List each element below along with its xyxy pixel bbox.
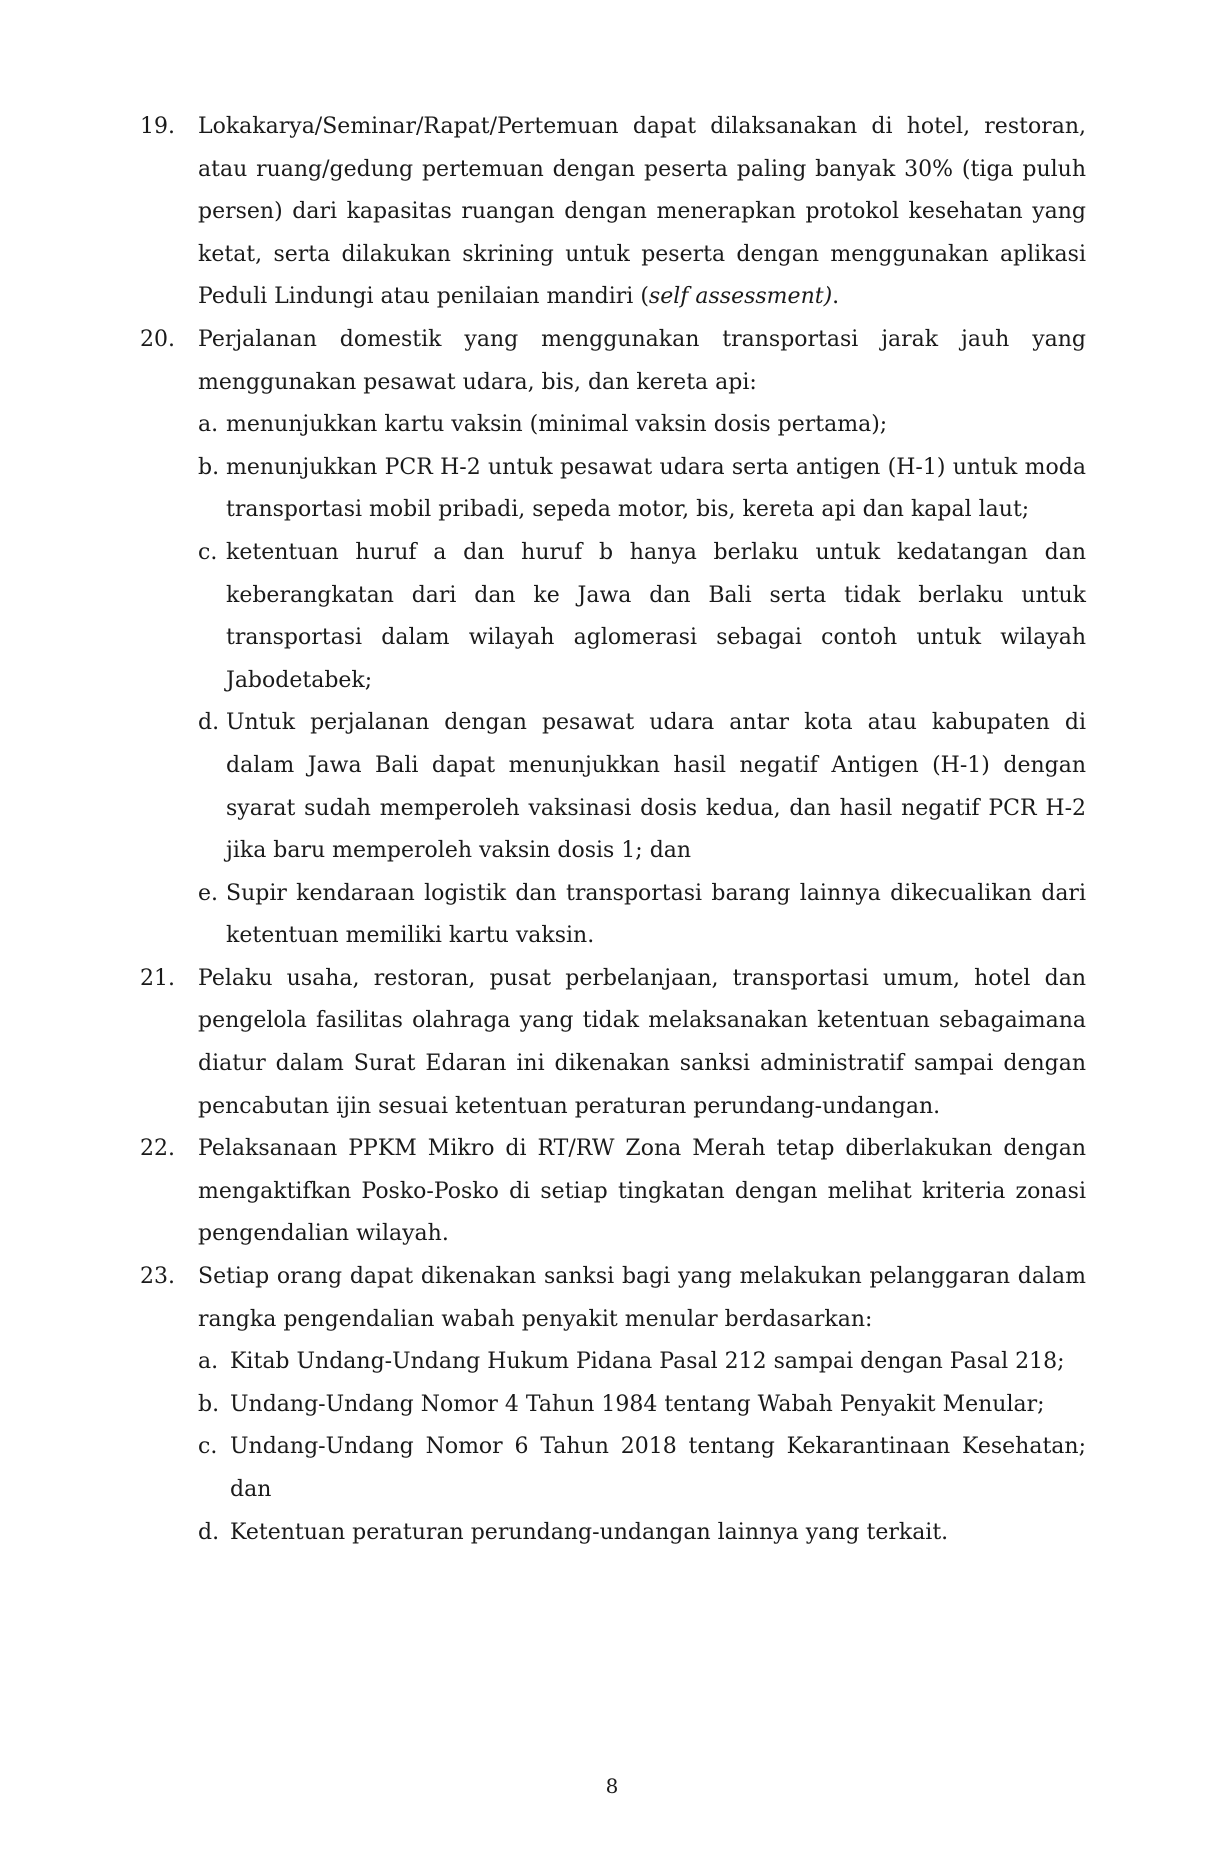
- item-number: 19.: [140, 114, 175, 139]
- list-item-20: [140, 319, 1086, 958]
- item-text-italic: self assessment): [648, 284, 833, 310]
- sub-item-letter: a.: [198, 1349, 219, 1375]
- sub-item-letter: c.: [198, 539, 218, 565]
- item-number: 22.: [140, 1136, 175, 1162]
- sub-item-text: Ketentuan peraturan perundang-undangan lainnya yang terkait.: [230, 1519, 949, 1545]
- sub-item-text: Untuk perjalanan dengan pesawat udara antar kota atau kabupaten di dalam Jawa Bali dapat menunjukkan hasil negatif Antigen (H-1) dengan syarat sudah memperoleh vaksinasi dosis kedua, dan hasil negatif PCR H-2 jika baru memperoleh vaksin dosis 1; dan: [226, 710, 1086, 864]
- sub-item-c: [198, 1426, 1086, 1511]
- item-text-main: Lokakarya/Seminar/Rapat/Pertemuan dapat dilaksanakan di hotel, restoran, atau ruang/gedung pertemuan dengan peserta paling banyak 30% (tiga puluh persen) dari kapasitas ruangan dengan menerapkan protokol kesehatan yang ketat, serta dilakukan skrining untuk peserta dengan menggunakan aplikasi Peduli Lindungi atau penilaian mandiri (: [198, 114, 1086, 310]
- item-number: 20.: [140, 326, 175, 352]
- list-item-19: [140, 106, 1086, 319]
- sub-item-b: [198, 1384, 1086, 1427]
- sub-item-d: [198, 702, 1086, 872]
- sub-item-text: ketentuan huruf a dan huruf b hanya berlaku untuk kedatangan dan keberangkatan dari dan ke Jawa dan Bali serta tidak berlaku untuk transportasi dalam wilayah aglomerasi sebagai contoh untuk wilayah Jabodetabek;: [226, 539, 1086, 693]
- sub-item-text: Undang-Undang Nomor 4 Tahun 1984 tentang Wabah Penyakit Menular;: [230, 1391, 1045, 1417]
- sub-item-letter: b.: [198, 454, 220, 480]
- sub-item-c: [198, 532, 1086, 702]
- item-text: Pelaksanaan PPKM Mikro di RT/RW Zona Merah tetap diberlakukan dengan mengaktifkan Posko-Posko di setiap tingkatan dengan melihat kriteria zonasi pengendalian wilayah.: [198, 1136, 1086, 1247]
- sub-list: [198, 404, 1086, 958]
- sub-item-a: [198, 404, 1086, 447]
- sub-item-a: [198, 1341, 1086, 1384]
- sub-item-letter: d.: [198, 710, 220, 736]
- sub-item-letter: a.: [198, 412, 219, 438]
- sub-item-text: Supir kendaraan logistik dan transportasi barang lainnya dikecualikan dari ketentuan memiliki kartu vaksin.: [226, 880, 1086, 949]
- sub-item-text: Kitab Undang-Undang Hukum Pidana Pasal 212 sampai dengan Pasal 218;: [230, 1349, 1065, 1375]
- list-item-22: [140, 1128, 1086, 1256]
- document-content: [140, 106, 1086, 1554]
- item-text-end: .: [832, 284, 840, 310]
- sub-item-text: menunjukkan kartu vaksin (minimal vaksin dosis pertama);: [226, 412, 888, 438]
- sub-item-d: [198, 1512, 1086, 1555]
- sub-item-text: Undang-Undang Nomor 6 Tahun 2018 tentang Kekarantinaan Kesehatan; dan: [230, 1434, 1086, 1502]
- item-text: Setiap orang dapat dikenakan sanksi bagi yang melakukan pelanggaran dalam rangka pengendalian wabah penyakit menular berdasarkan:: [198, 1264, 1086, 1332]
- sub-item-letter: b.: [198, 1391, 220, 1417]
- sub-item-letter: c.: [198, 1434, 218, 1460]
- page-number: 8: [605, 1774, 619, 1798]
- item-text: Pelaku usaha, restoran, pusat perbelanjaan, transportasi umum, hotel dan pengelola fasilitas olahraga yang tidak melaksanakan ketentuan sebagaimana diatur dalam Surat Edaran ini dikenakan sanksi administratif sampai dengan pencabutan ijin sesuai ketentuan peraturan perundang-undangan.: [198, 965, 1086, 1119]
- list-item-21: [140, 958, 1086, 1128]
- item-number: 21.: [140, 965, 175, 991]
- item-text: Perjalanan domestik yang menggunakan transportasi jarak jauh yang menggunakan pesawat udara, bis, dan kereta api:: [198, 326, 1086, 395]
- item-number: 23.: [140, 1264, 175, 1290]
- sub-item-letter: e.: [198, 880, 219, 906]
- sub-item-e: [198, 873, 1086, 958]
- list-item-23: [140, 1256, 1086, 1554]
- sub-item-b: [198, 447, 1086, 532]
- sub-item-text: menunjukkan PCR H-2 untuk pesawat udara serta antigen (H-1) untuk moda transportasi mobil pribadi, sepeda motor, bis, kereta api dan kapal laut;: [226, 454, 1086, 523]
- sub-item-letter: d.: [198, 1519, 220, 1545]
- item-text: [198, 106, 1086, 319]
- sub-list: [198, 1341, 1086, 1554]
